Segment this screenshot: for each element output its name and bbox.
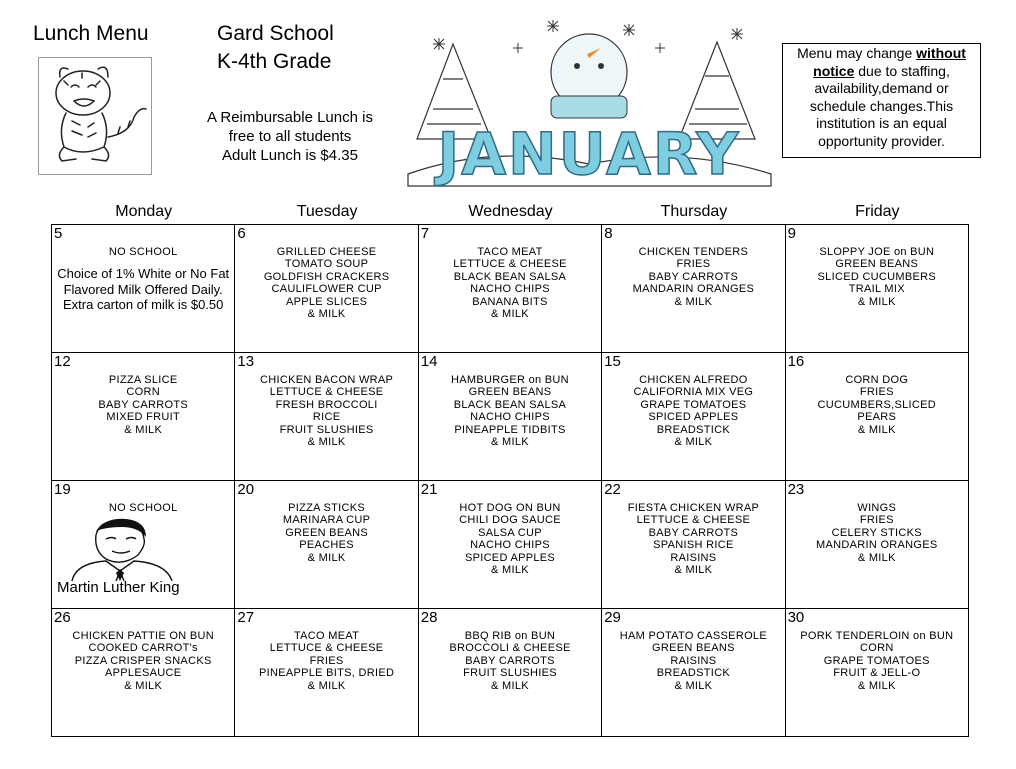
weekday-monday: Monday (115, 203, 173, 220)
day-menu (602, 246, 784, 308)
menu-item: NO SCHOOL (108, 246, 178, 258)
menu-item: CHICKEN TENDERS (638, 246, 749, 258)
menu-item: APPLESAUCE (105, 667, 182, 680)
menu-item: & MILK (857, 679, 896, 692)
milk-note: Choice of 1% White or No Fat Flavored Milk Offered Daily. Extra carton of milk is $0.50 (57, 266, 230, 313)
menu-change-notice (782, 43, 981, 158)
martin-luther-king-portrait (66, 517, 176, 586)
menu-item: COOKED CARROT's (88, 642, 198, 655)
menu-item: CORN DOG (845, 374, 909, 386)
menu-item: & MILK (307, 308, 346, 321)
january-banner-text: JANUARY (437, 120, 741, 188)
day-cell (419, 481, 602, 609)
menu-item: LETTUCE & CHEESE (269, 642, 384, 655)
day-menu (786, 630, 968, 692)
menu-item: HAM POTATO CASSEROLE (619, 630, 767, 642)
reimbursable-line-3: Adult Lunch is $4.35 (222, 147, 358, 164)
day-menu (786, 374, 968, 436)
day-cell (419, 609, 602, 737)
menu-item: FRIES (309, 654, 344, 667)
menu-item: HOT DOG ON BUN (459, 502, 561, 514)
reimbursable-line-1: A Reimbursable Lunch is (207, 109, 373, 126)
menu-item: SALSA CUP (478, 526, 542, 539)
day-menu (52, 630, 234, 692)
menu-item: LETTUCE & CHEESE (453, 258, 567, 271)
menu-item: GRAPE TOMATOES (823, 654, 930, 667)
menu-item: FIESTA CHICKEN WRAP (627, 502, 760, 514)
menu-item: CHICKEN ALFREDO (639, 374, 748, 386)
menu-item: RICE (312, 411, 341, 424)
menu-item: PEACHES (299, 539, 354, 552)
menu-item: & MILK (857, 295, 896, 308)
weekday-header-row (52, 200, 969, 224)
menu-item: PIZZA SLICE (108, 374, 178, 386)
menu-item: & MILK (674, 436, 713, 449)
day-cell (786, 609, 969, 737)
menu-item: PINEAPPLE TIDBITS (454, 423, 566, 436)
menu-item: BROCCOLI & CHEESE (449, 642, 571, 655)
menu-item: GOLDFISH CRACKERS (263, 270, 390, 283)
day-number: 29 (604, 609, 621, 626)
menu-item: CUCUMBERS,SLICED (817, 398, 937, 411)
day-menu (235, 630, 417, 692)
menu-item: & MILK (857, 551, 896, 564)
day-number: 14 (420, 353, 438, 370)
menu-item: HAMBURGER on BUN (451, 374, 569, 386)
day-cell (235, 481, 418, 609)
day-cell (786, 353, 969, 481)
day-number: 8 (604, 225, 613, 242)
day-cell (52, 225, 235, 353)
grade-range: K-4th Grade (217, 50, 332, 73)
menu-item: TACO MEAT (477, 246, 543, 258)
day-menu (52, 502, 234, 514)
menu-item: SPANISH RICE (653, 539, 734, 552)
menu-item: & MILK (307, 551, 346, 564)
menu-item: GREEN BEANS (285, 526, 368, 539)
menu-item: CHILI DOG SAUCE (459, 514, 561, 527)
menu-item: FRESH BROCCOLI (275, 398, 378, 411)
day-number: 21 (420, 481, 438, 498)
menu-item: BANANA BITS (472, 295, 548, 308)
menu-item: MARINARA CUP (282, 514, 371, 527)
day-cell (52, 481, 235, 609)
day-menu (52, 374, 234, 436)
menu-item: FRUIT SLUSHIES (279, 423, 374, 436)
menu-item: LETTUCE & CHEESE (636, 514, 751, 527)
day-number: 13 (237, 353, 255, 370)
day-menu (419, 246, 601, 320)
day-number: 12 (54, 353, 71, 370)
day-cell (52, 353, 235, 481)
menu-item: FRIES (859, 386, 894, 399)
menu-item: PIZZA STICKS (288, 502, 366, 514)
menu-item: & MILK (857, 423, 896, 436)
mlk-day-label: Martin Luther King (57, 579, 180, 596)
day-menu (419, 502, 601, 576)
menu-item: LETTUCE & CHEESE (269, 386, 384, 399)
day-cell (52, 609, 235, 737)
menu-item: CORN (126, 386, 160, 399)
day-cell (602, 609, 785, 737)
notice-suffix: due to staffing, availability,demand or schedule changes.This institution is an equal opportunity provider. (809, 62, 954, 149)
menu-item: CORN (859, 642, 894, 655)
day-menu (602, 630, 784, 692)
menu-item: FRIES (676, 258, 711, 271)
menu-item: CHICKEN BACON WRAP (260, 374, 394, 386)
menu-item: BABY CARROTS (465, 654, 555, 667)
menu-item: FRUIT & JELL-O (833, 667, 921, 680)
menu-item: SLOPPY JOE on BUN (819, 246, 935, 258)
day-cell (786, 225, 969, 353)
menu-item: TOMATO SOUP (284, 258, 369, 271)
menu-item: & MILK (491, 564, 529, 577)
menu-item: BABY CARROTS (648, 526, 739, 539)
menu-item: GREEN BEANS (468, 386, 552, 399)
weekday-tuesday: Tuesday (296, 203, 358, 220)
menu-item: & MILK (307, 679, 346, 692)
tiger-mascot-image (38, 57, 152, 175)
reimbursable-note (196, 108, 384, 165)
menu-item: PINEAPPLE BITS, DRIED (258, 667, 395, 680)
menu-item: MANDARIN ORANGES (816, 539, 938, 552)
day-number: 19 (54, 481, 71, 498)
menu-title: Lunch Menu (33, 22, 149, 45)
day-menu (602, 374, 784, 448)
menu-item: & MILK (124, 423, 163, 436)
menu-item: NO SCHOOL (108, 502, 178, 514)
menu-item: & MILK (491, 436, 529, 449)
school-name: Gard School (217, 22, 334, 45)
day-menu (235, 374, 417, 448)
day-menu (602, 502, 784, 576)
notice-emphasis: without notice (813, 45, 966, 79)
menu-item: SPICED APPLES (464, 551, 556, 564)
menu-item: APPLE SLICES (285, 295, 368, 308)
menu-item: CAULIFLOWER CUP (271, 283, 382, 296)
menu-calendar-grid (51, 224, 969, 737)
menu-item: TRAIL MIX (848, 283, 905, 296)
menu-item: SPICED APPLES (648, 411, 739, 424)
day-cell (602, 225, 785, 353)
day-menu (419, 374, 601, 448)
menu-item: MANDARIN ORANGES (632, 283, 755, 296)
menu-item: BABY CARROTS (648, 270, 739, 283)
day-cell (419, 353, 602, 481)
menu-item: BREADSTICK (656, 423, 731, 436)
menu-item: BBQ RIB on BUN (464, 630, 556, 642)
day-cell (235, 609, 418, 737)
menu-item: GRILLED CHEESE (276, 246, 377, 258)
day-number: 16 (787, 353, 805, 370)
menu-item: BREADSTICK (656, 667, 731, 680)
menu-item: PIZZA CRISPER SNACKS (74, 654, 212, 667)
menu-item: BABY CARROTS (98, 398, 188, 411)
menu-item: PORK TENDERLOIN on BUN (800, 630, 954, 642)
menu-item: & MILK (674, 564, 713, 577)
menu-item: RAISINS (670, 551, 717, 564)
day-cell (235, 353, 418, 481)
day-number: 15 (604, 353, 621, 370)
day-cell (602, 481, 785, 609)
day-number: 9 (787, 225, 796, 242)
day-number: 7 (420, 225, 430, 242)
menu-item: WINGS (857, 502, 897, 514)
day-number: 22 (604, 481, 621, 498)
menu-item: GRAPE TOMATOES (640, 398, 747, 411)
menu-item: NACHO CHIPS (470, 283, 550, 296)
day-number: 28 (420, 609, 438, 626)
day-cell (602, 353, 785, 481)
menu-item: GREEN BEANS (835, 258, 919, 271)
menu-item: & MILK (491, 308, 529, 321)
menu-item: GREEN BEANS (652, 642, 735, 655)
menu-item: & MILK (674, 295, 713, 308)
menu-item: SLICED CUCUMBERS (817, 270, 937, 283)
day-number: 26 (54, 609, 71, 626)
day-menu (235, 246, 417, 320)
day-cell (235, 225, 418, 353)
menu-item: & MILK (491, 679, 529, 692)
menu-item: NACHO CHIPS (470, 411, 550, 424)
menu-item: NACHO CHIPS (470, 539, 550, 552)
day-menu (786, 246, 968, 308)
menu-item: & MILK (674, 679, 713, 692)
menu-item: CELERY STICKS (831, 526, 922, 539)
menu-item: CALIFORNIA MIX VEG (633, 386, 754, 399)
weekday-friday: Friday (855, 203, 900, 220)
menu-item: TACO MEAT (293, 630, 360, 642)
day-menu (52, 246, 234, 313)
day-number: 5 (54, 225, 63, 242)
day-number: 23 (787, 481, 805, 498)
menu-item: RAISINS (670, 654, 717, 667)
menu-item: CHICKEN PATTIE ON BUN (72, 630, 214, 642)
day-cell (419, 225, 602, 353)
menu-item: BLACK BEAN SALSA (453, 398, 567, 411)
menu-item: & MILK (307, 436, 346, 449)
notice-prefix: Menu may change (797, 45, 917, 61)
weekday-wednesday: Wednesday (468, 203, 553, 220)
weekday-thursday: Thursday (660, 203, 728, 220)
school-heading (217, 20, 334, 76)
day-menu (419, 630, 601, 692)
day-number: 6 (237, 225, 246, 242)
day-menu (235, 502, 417, 564)
day-number: 30 (787, 609, 805, 626)
reimbursable-line-2: free to all students (228, 128, 352, 145)
menu-item: PEARS (857, 411, 897, 424)
january-banner-image (403, 14, 775, 188)
menu-item: FRUIT SLUSHIES (463, 667, 557, 680)
menu-item: MIXED FRUIT (106, 411, 180, 424)
day-menu (786, 502, 968, 564)
day-cell (786, 481, 969, 609)
menu-item: BLACK BEAN SALSA (453, 270, 567, 283)
day-number: 27 (237, 609, 255, 626)
menu-item: FRIES (859, 514, 894, 527)
menu-item: & MILK (124, 679, 163, 692)
day-number: 20 (237, 481, 255, 498)
